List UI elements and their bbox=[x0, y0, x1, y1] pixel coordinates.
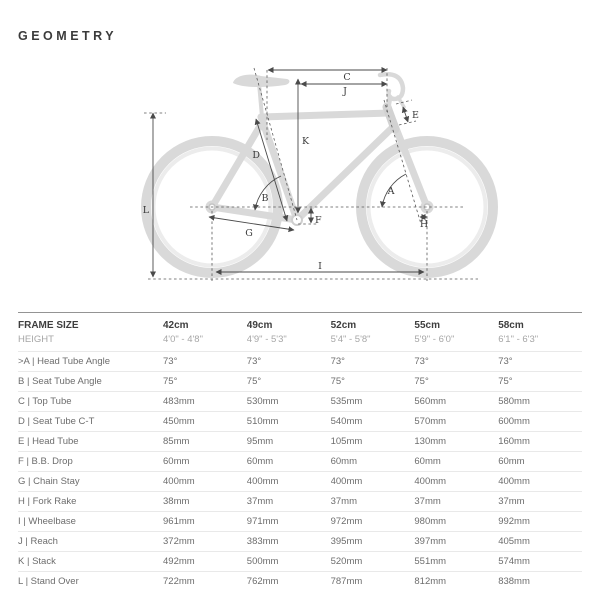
dim-label-e: E bbox=[412, 110, 419, 121]
saddle bbox=[233, 75, 289, 87]
height-cell: 5'9" - 6'0" bbox=[414, 333, 455, 345]
spec-cell: 60mm bbox=[498, 456, 525, 467]
spec-cell: 397mm bbox=[414, 536, 447, 547]
dim-label-c: C bbox=[343, 72, 351, 83]
spec-cell: 160mm bbox=[498, 436, 530, 447]
spec-cell: 400mm bbox=[414, 476, 447, 487]
spec-cell: 75° bbox=[498, 376, 513, 387]
spec-cell: 37mm bbox=[246, 496, 274, 507]
table-row bbox=[18, 551, 582, 571]
spec-cell: 520mm bbox=[330, 556, 363, 567]
height-row-label: HEIGHT bbox=[18, 333, 54, 345]
table-row bbox=[18, 491, 582, 511]
table-row bbox=[18, 451, 582, 471]
reference-lines bbox=[144, 68, 478, 281]
row-label: E | Head Tube bbox=[18, 436, 79, 447]
spec-cell: 130mm bbox=[414, 436, 447, 447]
spec-cell: 395mm bbox=[330, 536, 363, 547]
height-cell: 4'9" - 5'3" bbox=[246, 333, 287, 345]
frame-size-header: FRAME SIZE bbox=[18, 319, 79, 331]
spec-cell: 722mm bbox=[163, 576, 195, 587]
table-height-row bbox=[18, 332, 582, 351]
spec-cell: 37mm bbox=[414, 496, 441, 507]
spec-cell: 535mm bbox=[330, 396, 363, 407]
row-label: >A | Head Tube Angle bbox=[18, 356, 110, 367]
row-label: H | Fork Rake bbox=[18, 496, 77, 507]
spec-cell: 73° bbox=[330, 356, 345, 367]
spec-cell: 60mm bbox=[163, 456, 190, 467]
spec-cell: 60mm bbox=[414, 456, 441, 467]
spec-cell: 600mm bbox=[498, 416, 530, 427]
row-label: I | Wheelbase bbox=[18, 516, 76, 527]
spec-cell: 961mm bbox=[163, 516, 195, 527]
dimension-labels bbox=[143, 72, 428, 272]
row-label: J | Reach bbox=[18, 536, 58, 547]
size-column-header: 49cm bbox=[246, 319, 273, 331]
size-column-header: 55cm bbox=[414, 319, 440, 331]
height-cell: 4'0" - 4'8" bbox=[163, 333, 203, 345]
spec-cell: 540mm bbox=[330, 416, 363, 427]
spec-cell: 37mm bbox=[330, 496, 357, 507]
table-header-row bbox=[18, 318, 582, 332]
spec-cell: 75° bbox=[163, 376, 178, 387]
table-row bbox=[18, 391, 582, 411]
page-title: GEOMETRY bbox=[18, 29, 118, 43]
table-row bbox=[18, 411, 582, 431]
spec-cell: 383mm bbox=[246, 536, 279, 547]
spec-cell: 500mm bbox=[246, 556, 279, 567]
height-cell: 5'4" - 5'8" bbox=[330, 333, 371, 345]
bike-geometry-svg bbox=[0, 55, 600, 300]
spec-cell: 812mm bbox=[414, 576, 447, 587]
table-row bbox=[18, 371, 582, 391]
row-label: C | Top Tube bbox=[18, 396, 72, 407]
dim-label-j: J bbox=[343, 86, 347, 97]
spec-cell: 400mm bbox=[163, 476, 195, 487]
spec-cell: 95mm bbox=[246, 436, 274, 447]
size-column-header: 58cm bbox=[498, 319, 524, 331]
spec-cell: 787mm bbox=[330, 576, 363, 587]
spec-cell: 530mm bbox=[246, 396, 279, 407]
spec-cell: 560mm bbox=[414, 396, 447, 407]
row-label: D | Seat Tube C-T bbox=[18, 416, 95, 427]
size-column-header: 42cm bbox=[163, 319, 189, 331]
dim-label-i: I bbox=[318, 261, 322, 272]
spec-cell: 570mm bbox=[414, 416, 447, 427]
spec-cell: 75° bbox=[414, 376, 429, 387]
spec-cell: 73° bbox=[498, 356, 513, 367]
spec-cell: 483mm bbox=[163, 396, 195, 407]
spec-cell: 400mm bbox=[246, 476, 279, 487]
bike-silhouette bbox=[146, 74, 493, 273]
spec-cell: 105mm bbox=[330, 436, 363, 447]
row-label: G | Chain Stay bbox=[18, 476, 80, 487]
dim-label-h: H bbox=[419, 219, 429, 230]
table-row bbox=[18, 471, 582, 491]
spec-cell: 400mm bbox=[498, 476, 530, 487]
spec-cell: 551mm bbox=[414, 556, 447, 567]
dim-label-f: F bbox=[315, 215, 322, 226]
spec-cell: 510mm bbox=[246, 416, 279, 427]
spec-cell: 972mm bbox=[330, 516, 363, 527]
spec-cell: 980mm bbox=[414, 516, 447, 527]
size-column-header: 52cm bbox=[330, 319, 357, 331]
spec-cell: 762mm bbox=[246, 576, 279, 587]
geometry-diagram bbox=[0, 55, 600, 300]
spec-cell: 372mm bbox=[163, 536, 195, 547]
spec-cell: 838mm bbox=[498, 576, 530, 587]
table-row bbox=[18, 531, 582, 551]
spec-cell: 37mm bbox=[498, 496, 525, 507]
dim-label-a: A bbox=[387, 186, 395, 197]
dim-label-l: L bbox=[142, 205, 149, 216]
dim-label-b: B bbox=[261, 193, 269, 204]
spec-cell: 38mm bbox=[163, 496, 190, 507]
spec-cell: 75° bbox=[246, 376, 262, 387]
dim-label-d: D bbox=[252, 150, 260, 161]
row-label: B | Seat Tube Angle bbox=[18, 376, 102, 387]
spec-cell: 75° bbox=[330, 376, 345, 387]
spec-cell: 492mm bbox=[163, 556, 195, 567]
row-label: F | B.B. Drop bbox=[18, 456, 73, 467]
spec-cell: 60mm bbox=[330, 456, 357, 467]
spec-cell: 992mm bbox=[498, 516, 530, 527]
spec-cell: 73° bbox=[163, 356, 178, 367]
table-row bbox=[18, 431, 582, 451]
table-row bbox=[18, 351, 582, 371]
spec-table bbox=[18, 312, 582, 591]
dim-label-g: G bbox=[245, 228, 253, 239]
spec-cell: 400mm bbox=[330, 476, 363, 487]
row-label: K | Stack bbox=[18, 556, 56, 567]
spec-cell: 60mm bbox=[246, 456, 274, 467]
spec-cell: 574mm bbox=[498, 556, 530, 567]
row-label: L | Stand Over bbox=[18, 576, 79, 587]
table-row bbox=[18, 511, 582, 531]
spec-cell: 85mm bbox=[163, 436, 190, 447]
spec-cell: 73° bbox=[246, 356, 262, 367]
height-cell: 6'1" - 6'3" bbox=[498, 333, 539, 345]
spec-cell: 450mm bbox=[163, 416, 195, 427]
dim-label-k: K bbox=[302, 136, 310, 147]
spec-cell: 580mm bbox=[498, 396, 530, 407]
spec-cell: 405mm bbox=[498, 536, 530, 547]
table-row bbox=[18, 571, 582, 591]
spec-cell: 971mm bbox=[246, 516, 279, 527]
spec-cell: 73° bbox=[414, 356, 429, 367]
